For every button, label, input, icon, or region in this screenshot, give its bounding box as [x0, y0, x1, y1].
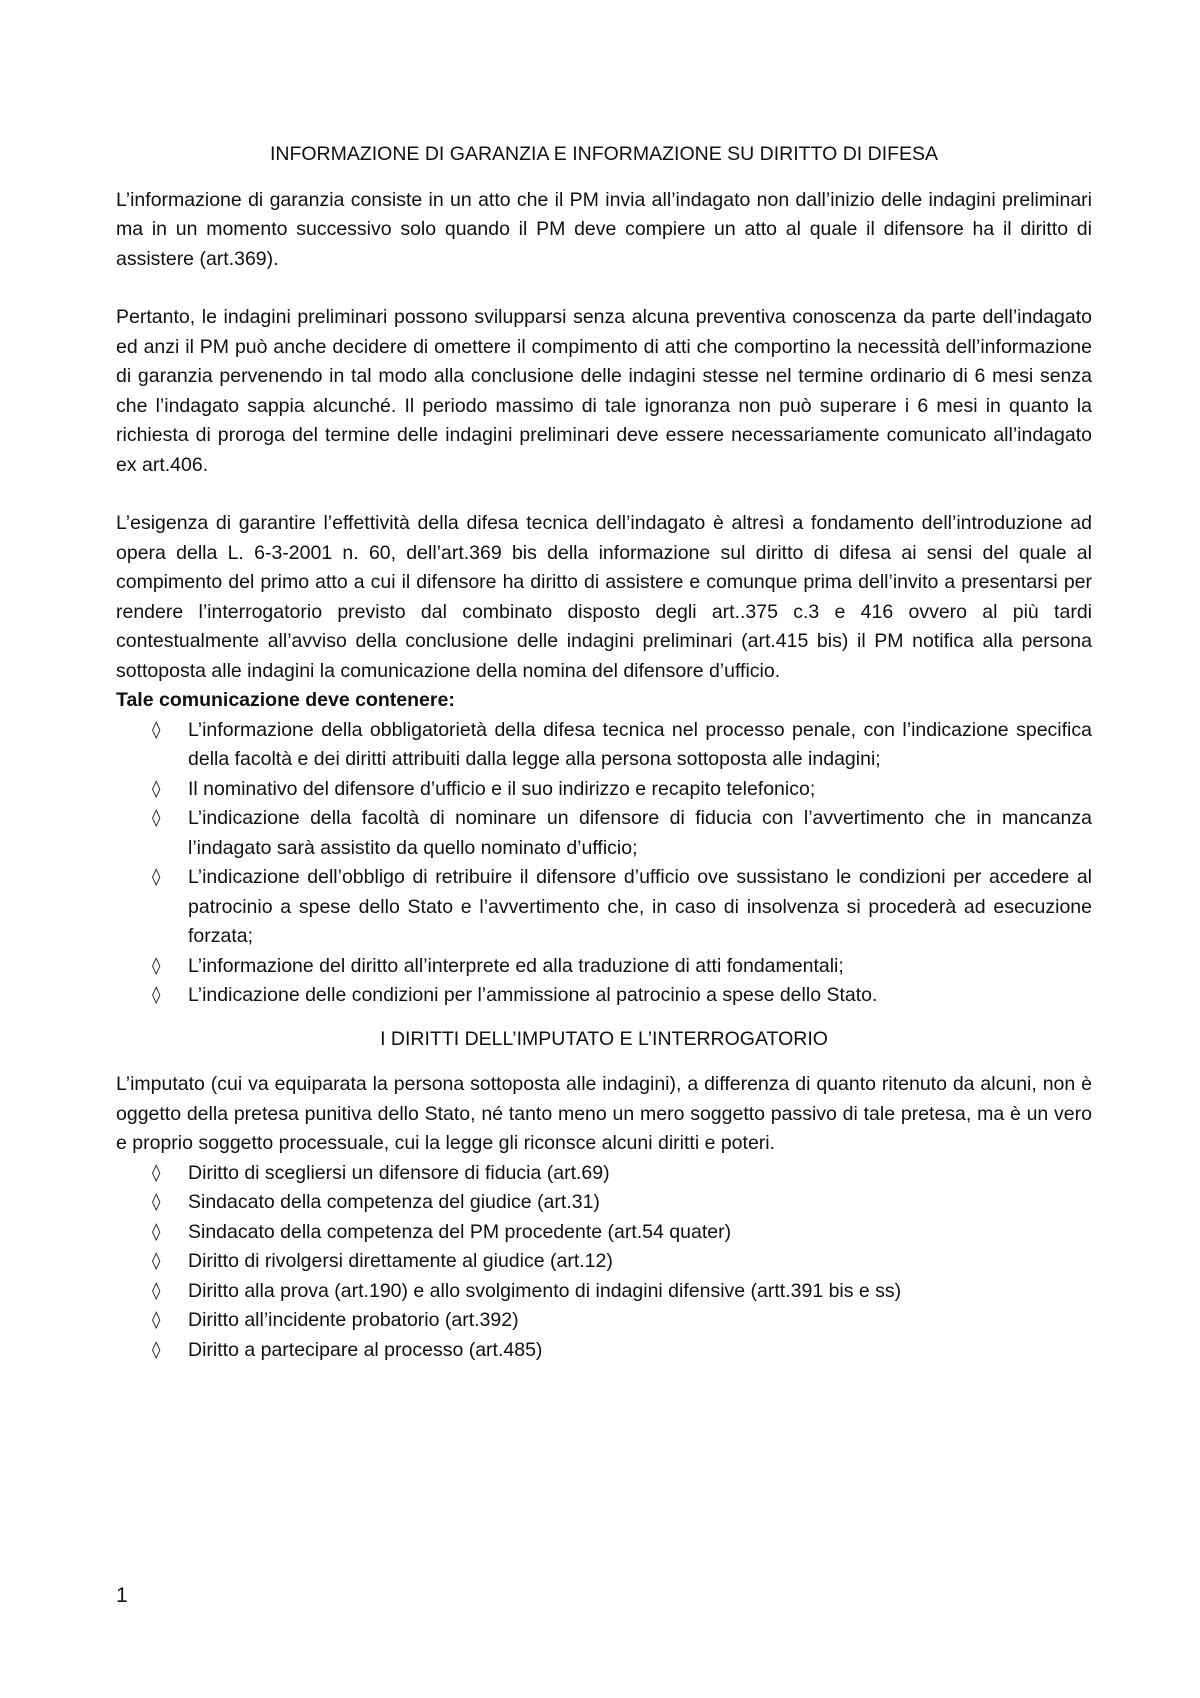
list-item-text: Sindacato della competenza del giudice (art.31)	[188, 1191, 600, 1213]
diamond-bullet-icon: ◊	[152, 1162, 161, 1183]
list-item	[116, 1247, 1092, 1277]
list-item	[116, 863, 1092, 952]
list-item-text: Diritto di rivolgersi direttamente al giudice (art.12)	[188, 1250, 613, 1272]
list-item	[116, 1218, 1092, 1248]
diamond-bullet-icon: ◊	[152, 955, 161, 976]
diamond-bullet-icon: ◊	[152, 778, 161, 799]
diamond-bullet-icon: ◊	[152, 1192, 161, 1212]
diamond-bullet-icon: ◊	[152, 719, 161, 740]
list-item	[116, 1336, 1092, 1366]
paragraph-imputato: L’imputato (cui va equiparata la persona sottoposta alle indagini), a differenza di quanto ritenuto da alcuni, non è oggetto della pretesa punitiva dello Stato, né tanto meno un mero soggetto passivo di tale pretesa, ma è un vero e proprio soggetto processuale, cui la legge gli riconsce alcuni diritti e poteri.	[116, 1073, 1092, 1154]
section-title-informazione-garanzia: INFORMAZIONE DI GARANZIA E INFORMAZIONE SU DIRITTO DI DIFESA	[269, 143, 939, 165]
diamond-bullet-icon: ◊	[152, 1251, 161, 1271]
page-number: 1	[116, 1584, 128, 1607]
list-item	[116, 775, 1092, 805]
list-item-text: Sindacato della competenza del PM procedente (art.54 quater)	[188, 1220, 732, 1243]
list-label-comunicazione: Tale comunicazione deve contenere:	[116, 689, 455, 711]
list-item	[116, 981, 1092, 1011]
paragraph-difesa-tecnica: L’esigenza di garantire l’effettività della difesa tecnica dell’indagato è altresì a fondamento dell’introduzione ad opera della L. 6-3-2001 n. 60, dell’art.369 bis della informazione sul diritto di difesa ai sensi del quale al compimento del primo atto a cui il difensore ha diritto di assistere e comunque prima dell’invito a presentarsi per rendere l’interrogatorio previsto dal combinato disposto degli art..375 c.3 e 416 ovvero al più tardi contestualmente all’avviso della conclusione delle indagini preliminari (art.415 bis) il PM notifica alla persona sottoposta alle indagini la comunicazione della nomina del difensore d’ufficio.	[116, 512, 1092, 682]
list-item	[116, 1306, 1092, 1336]
list-item-text: L’indicazione della facoltà di nominare un difensore di fiducia con l’avvertimento che in mancanza l’indagato sarà assistito da quello nominato d’ufficio;	[188, 807, 1092, 859]
diritti-imputato-list	[116, 1159, 1092, 1366]
diamond-bullet-icon: ◊	[152, 1280, 161, 1301]
list-item-text: Diritto a partecipare al processo (art.485)	[188, 1338, 543, 1361]
list-item-text: L’informazione della obbligatorietà della difesa tecnica nel processo penale, con l’indicazione specifica della facoltà e dei diritti attribuiti dalla legge alla persona sottoposta alle indagini;	[188, 718, 1092, 770]
list-item-text: L’indicazione delle condizioni per l’ammissione al patrocinio a spese dello Stato.	[188, 984, 878, 1006]
diamond-bullet-icon: ◊	[152, 1339, 161, 1360]
list-item	[116, 804, 1092, 863]
list-item	[116, 1277, 1092, 1307]
document-body	[116, 140, 1092, 1365]
list-item-text: Il nominativo del difensore d’ufficio e il suo indirizzo e recapito telefonico;	[188, 777, 816, 800]
paragraph-informazione-garanzia: L’informazione di garanzia consiste in un atto che il PM invia all’indagato non dall’inizio delle indagini preliminari ma in un momento successivo solo quando il PM deve compiere un atto al quale il difensore ha il diritto di assistere (art.369).	[116, 188, 1092, 270]
list-item	[116, 1188, 1092, 1218]
list-item-text: L’informazione del diritto all’interprete ed alla traduzione di atti fondamentali;	[188, 954, 844, 977]
list-item	[116, 716, 1092, 775]
section-title-diritti-imputato: I DIRITTI DELL’IMPUTATO E L’INTERROGATORIO	[380, 1027, 828, 1050]
list-item-text: Diritto alla prova (art.190) e allo svolgimento di indagini difensive (artt.391 bis e ss)	[188, 1279, 902, 1302]
diamond-bullet-icon: ◊	[152, 1310, 161, 1330]
diamond-bullet-icon: ◊	[152, 1221, 161, 1242]
diamond-bullet-icon: ◊	[152, 808, 161, 828]
list-item	[116, 952, 1092, 982]
diamond-bullet-icon: ◊	[152, 985, 161, 1005]
list-item-text: L’indicazione dell’obbligo di retribuire il difensore d’ufficio ove sussistano le condizioni per accedere al patrocinio a spese dello Stato e l’avvertimento che, in caso di insolvenza si procederà ad esecuzione forzata;	[188, 866, 1092, 947]
list-item	[116, 1159, 1092, 1189]
list-item-text: Diritto di scegliersi un difensore di fiducia (art.69)	[188, 1161, 610, 1184]
comunicazione-contents-list	[116, 716, 1092, 1011]
diamond-bullet-icon: ◊	[152, 867, 161, 887]
paragraph-indagini-preliminari: Pertanto, le indagini preliminari possono svilupparsi senza alcuna preventiva conoscenza da parte dell’indagato ed anzi il PM può anche decidere di omettere il compimento di atti che comportino la necessità dell’informazione di garanzia pervenendo in tal modo alla conclusione delle indagini stesse nel termine ordinario di 6 mesi senza che l’indagato sappia alcunché. Il periodo massimo di tale ignoranza non può superare i 6 mesi in quanto la richiesta di proroga del termine delle indagini preliminari deve essere necessariamente comunicato all’indagato ex art.406.	[116, 306, 1092, 476]
list-item-text: Diritto all’incidente probatorio (art.392)	[188, 1309, 519, 1331]
